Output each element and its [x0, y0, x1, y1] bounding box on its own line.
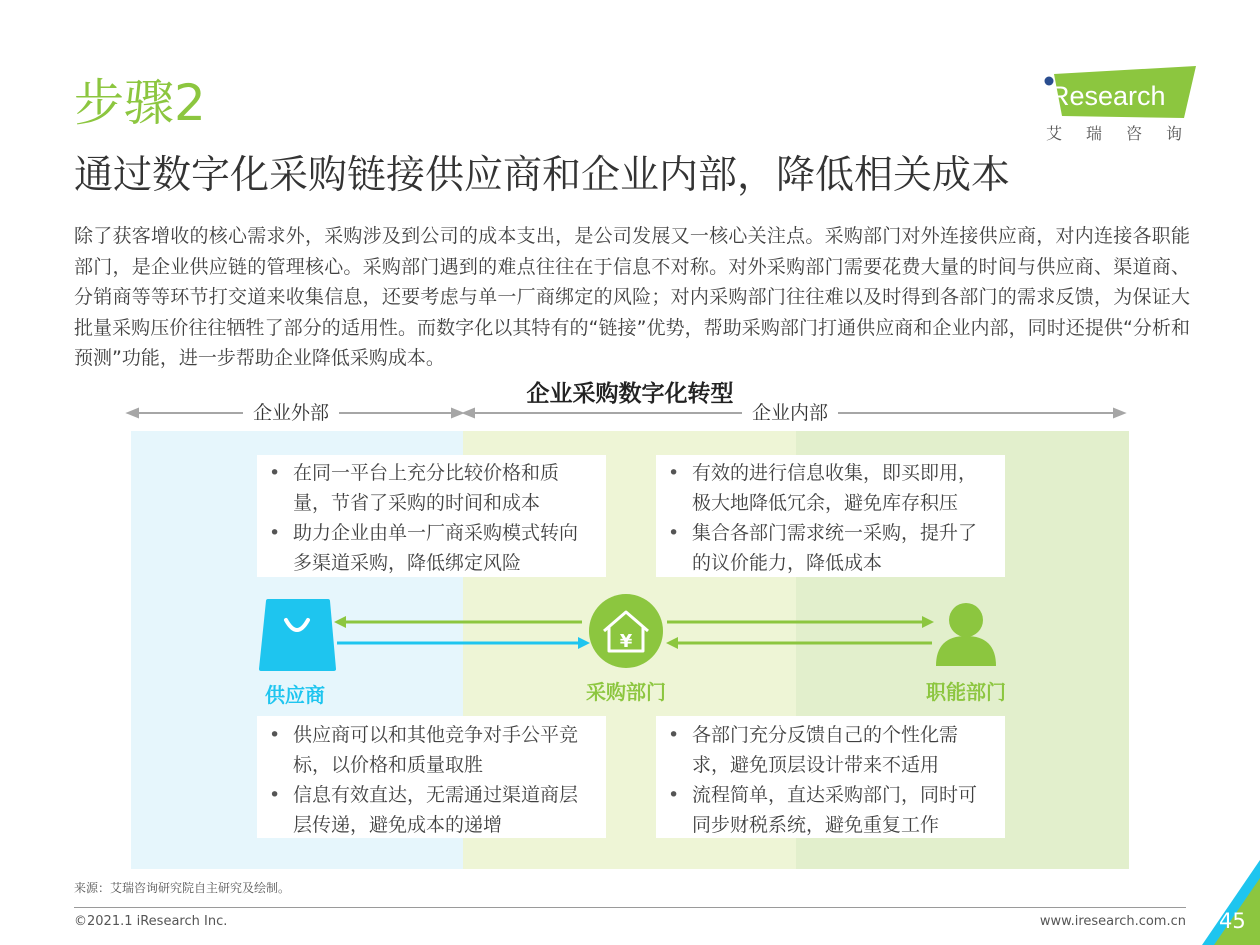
- website-link[interactable]: www.iresearch.com.cn: [1039, 914, 1186, 929]
- external-zone-label: 企业外部: [243, 400, 339, 426]
- shopping-bag-icon: [261, 601, 334, 669]
- bullet-item: • 信息有效直达，无需通过渠道商层层传递，避免成本的递增: [267, 780, 596, 840]
- bullet-item: • 各部门充分反馈自己的个性化需求，避免顶层设计带来不适用: [666, 720, 995, 780]
- step-title: 步骤2: [74, 74, 206, 132]
- bullet-item: • 集合各部门需求统一采购，提升了的议价能力，降低成本: [666, 518, 995, 578]
- logo-wordmark: iResearch: [1044, 81, 1166, 111]
- bullet-item: • 流程简单，直达采购部门，同时可同步财税系统，避免重复工作: [666, 780, 995, 840]
- supplier-outcomes-box: [257, 716, 606, 838]
- bullet-item: • 有效的进行信息收集，即买即用，极大地降低冗余，避免库存积压: [666, 458, 995, 518]
- department-outcomes-box: [656, 716, 1005, 838]
- intro-paragraph: 除了获客增收的核心需求外，采购涉及到公司的成本支出，是公司发展又一核心关注点。采购部门对外连接供应商，对内连接各职能部门，是企业供应链的管理核心。采购部门遇到的难点往往在于信息不对称。对外采购部门需要花费大量的时间与供应商、渠道商、分销商等等环节打交道来收集信息，还要考虑与单一厂商绑定的风险；对内采购部门往往难以及时得到各部门的需求反馈，为保证大批量采购压价往往牺牲了部分的适用性。而数字化以其特有的“链接”优势，帮助采购部门打通供应商和企业内部，同时还提供“分析和预测”功能，进一步帮助企业降低采购成本。: [74, 225, 1190, 369]
- diagram-title: 企业采购数字化转型: [526, 381, 734, 407]
- procurement-house-yen-icon: [589, 594, 663, 668]
- svg-text:¥: ¥: [619, 631, 633, 652]
- source-note: 来源：艾瑞咨询研究院自主研究及绘制。: [74, 881, 291, 895]
- page-headline: 通过数字化采购链接供应商和企业内部，降低相关成本: [74, 153, 1011, 198]
- footer-divider: [74, 907, 1186, 908]
- functional-department-label: 职能部门: [926, 680, 1006, 704]
- internal-zone-label: 企业内部: [742, 400, 838, 426]
- page-number: 45: [1219, 909, 1246, 933]
- logo-chinese-name: 艾瑞咨询: [1046, 124, 1207, 143]
- bullet-item: • 在同一平台上充分比较价格和质量，节省了采购的时间和成本: [267, 458, 596, 518]
- person-icon: [936, 603, 996, 666]
- copyright-text: ©2021.1 iResearch Inc.: [74, 914, 228, 929]
- supplier-label: 供应商: [265, 683, 325, 707]
- procurement-label: 采购部门: [586, 680, 666, 704]
- bullet-item: • 助力企业由单一厂商采购模式转向多渠道采购，降低绑定风险: [267, 518, 596, 578]
- bullet-item: • 供应商可以和其他竞争对手公平竞标，以价格和质量取胜: [267, 720, 596, 780]
